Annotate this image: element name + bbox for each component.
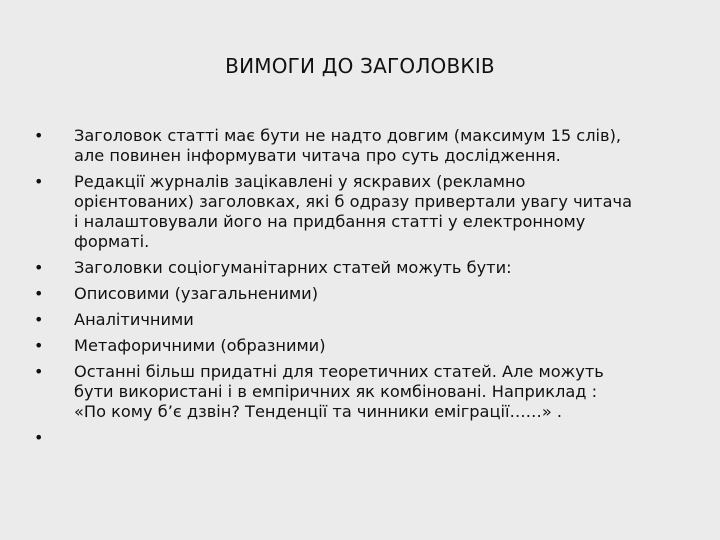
bullet-text: Останні більш придатні для теоретичних статей. Але можуть бути використані і в емпіричних як комбіновані. Наприклад : «По кому б’є дзвін? Тенденції та чинники еміграції……» .: [74, 362, 604, 421]
bullet-item: [34, 310, 694, 330]
bullet-dot-icon: •: [34, 284, 44, 303]
bullet-dot-icon: •: [34, 258, 44, 277]
bullet-text: Редакції журналів зацікавлені у яскравих (рекламно орієнтованих) заголовках, які б одразу привертали увагу читача і налаштовували його на придбання статті у електронному форматі.: [74, 172, 632, 251]
bullet-dot-icon: •: [34, 126, 44, 145]
bullet-text: Описовими (узагальненими): [74, 284, 319, 303]
bullet-text: Аналітичними: [74, 310, 194, 329]
bullet-text: Метафоричними (образними): [74, 336, 326, 355]
bullet-item: [34, 172, 694, 252]
bullet-dot-icon: •: [34, 362, 44, 381]
bullet-item: [34, 258, 694, 278]
bullet-dot-icon: •: [34, 336, 44, 355]
bullet-item: [34, 284, 694, 304]
bullet-dot-icon: •: [34, 310, 44, 329]
bullet-item: [34, 126, 694, 166]
bullet-text: Заголовки соціогуманітарних статей можуть бути:: [74, 258, 512, 277]
bullet-dot-icon: •: [34, 428, 44, 447]
slide-title: ВИМОГИ ДО ЗАГОЛОВКІВ: [225, 54, 495, 78]
bullet-list: [34, 126, 694, 447]
bullet-dot-icon: •: [34, 172, 44, 191]
bullet-item: [34, 362, 694, 422]
bullet-text: Заголовок статті має бути не надто довгим (максимум 15 слів), але повинен інформувати читача про суть дослідження.: [74, 126, 622, 165]
bullet-item: [34, 336, 694, 356]
